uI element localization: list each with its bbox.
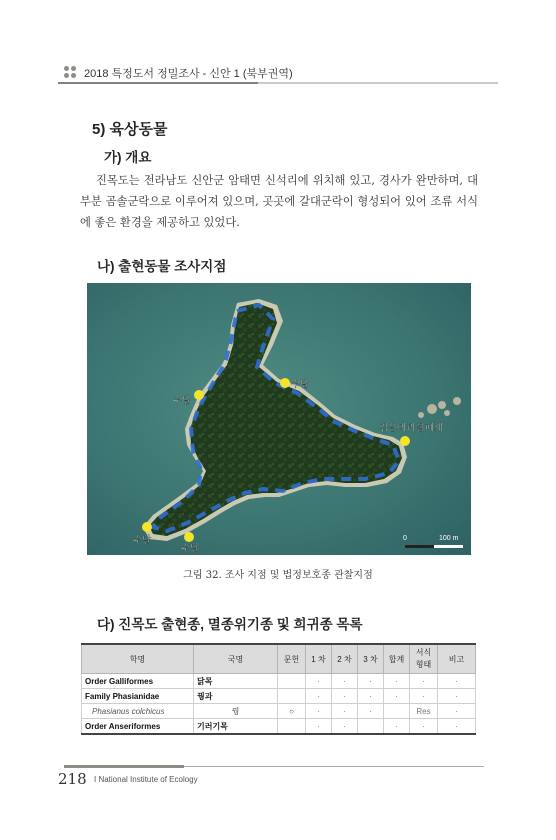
cell: · (410, 674, 438, 689)
table-row (82, 689, 476, 704)
cell: · (358, 674, 384, 689)
species-table (81, 643, 476, 735)
cell: · (306, 704, 332, 719)
section-heading: 5) 육상동물 (92, 121, 168, 138)
cell: · (306, 719, 332, 735)
cell: · (306, 674, 332, 689)
col-survey-1: 1 차 (306, 644, 332, 674)
cell: · (332, 689, 358, 704)
col-total: 합계 (384, 644, 410, 674)
otter-marker-2 (194, 390, 204, 400)
aerial-map (87, 283, 471, 555)
page-number: 218 (58, 770, 87, 788)
cell-korean: 꿩과 (194, 689, 278, 704)
col-korean-name: 국명 (194, 644, 278, 674)
cell-korean: 닭목 (194, 674, 278, 689)
cell: · (332, 674, 358, 689)
species-list-heading: 다) 진목도 출현종, 멸종위기종 및 희귀종 목록 (97, 617, 363, 632)
map-label-otter-4: 수달 (181, 543, 200, 554)
map-label-otter-2: 수달 (173, 395, 192, 406)
col-survey-3: 3 차 (358, 644, 384, 674)
col-survey-2: 2 차 (332, 644, 358, 674)
col-habitat-type: 서식 형태 (410, 644, 438, 674)
cell: · (438, 689, 476, 704)
otter-marker-3 (142, 522, 152, 532)
col-remarks: 비고 (438, 644, 476, 674)
footer-rule-accent (64, 765, 184, 768)
cell (278, 689, 306, 704)
cell: ○ (278, 704, 306, 719)
cell: Res (410, 704, 438, 719)
cell: · (358, 689, 384, 704)
running-header (58, 60, 498, 86)
overview-paragraph (80, 170, 478, 233)
header-title: 2018 특정도서 정밀조사 - 신안 1 (북부권역) (84, 68, 293, 80)
survey-heading: 나) 출현동물 조사지점 (97, 259, 227, 274)
cell: · (384, 689, 410, 704)
footer-publisher: I National Institute of Ecology (94, 775, 198, 784)
cell (384, 704, 410, 719)
cell-scientific: Phasianus colchicus (82, 704, 194, 719)
cell-scientific: Order Galliformes (82, 674, 194, 689)
overview-text: 진목도는 전라남도 신안군 암태면 신석리에 위치해 있고, 경사가 완만하며, 대부분 곰솔군락으로 이루어져 있으며, 곳곳에 갈대군락이 형성되어 있어 조류 서식에 좋은 환경을 제공하고 있었다. (80, 174, 478, 229)
cell: · (332, 704, 358, 719)
table-header-row (82, 644, 476, 674)
cell-korean: 기러기목 (194, 719, 278, 735)
map-label-oystercatcher: 검은머리물떼새 (379, 423, 444, 434)
cell: · (410, 719, 438, 735)
cell (358, 719, 384, 735)
otter-marker-4 (184, 532, 194, 542)
figure-caption: 그림 32. 조사 지점 및 법정보호종 관찰지점 (183, 570, 373, 581)
oystercatcher-marker (400, 436, 410, 446)
map-label-otter-1: 수달 (291, 379, 310, 390)
map-label-otter-3: 수달 (133, 535, 152, 546)
table-row (82, 674, 476, 689)
cell-korean: 꿩 (194, 704, 278, 719)
cell: · (358, 704, 384, 719)
cell: · (306, 689, 332, 704)
header-dots-icon (64, 66, 78, 80)
header-rule-accent (58, 82, 258, 84)
otter-marker-1 (280, 378, 290, 388)
scale-start: 0 (403, 535, 407, 542)
cell: · (438, 704, 476, 719)
cell-scientific: Order Anseriformes (82, 719, 194, 735)
overview-heading: 가) 개요 (104, 150, 152, 165)
map-image (87, 283, 471, 555)
cell (278, 674, 306, 689)
table-row (82, 704, 476, 719)
cell: · (384, 674, 410, 689)
scale-end: 100 m (439, 535, 459, 542)
col-literature: 문헌 (278, 644, 306, 674)
cell-scientific: Family Phasianidae (82, 689, 194, 704)
cell: · (384, 719, 410, 735)
cell: · (438, 719, 476, 735)
col-scientific-name: 학명 (82, 644, 194, 674)
cell: · (438, 674, 476, 689)
cell: · (410, 689, 438, 704)
cell: · (332, 719, 358, 735)
cell (278, 719, 306, 735)
table-row (82, 719, 476, 735)
